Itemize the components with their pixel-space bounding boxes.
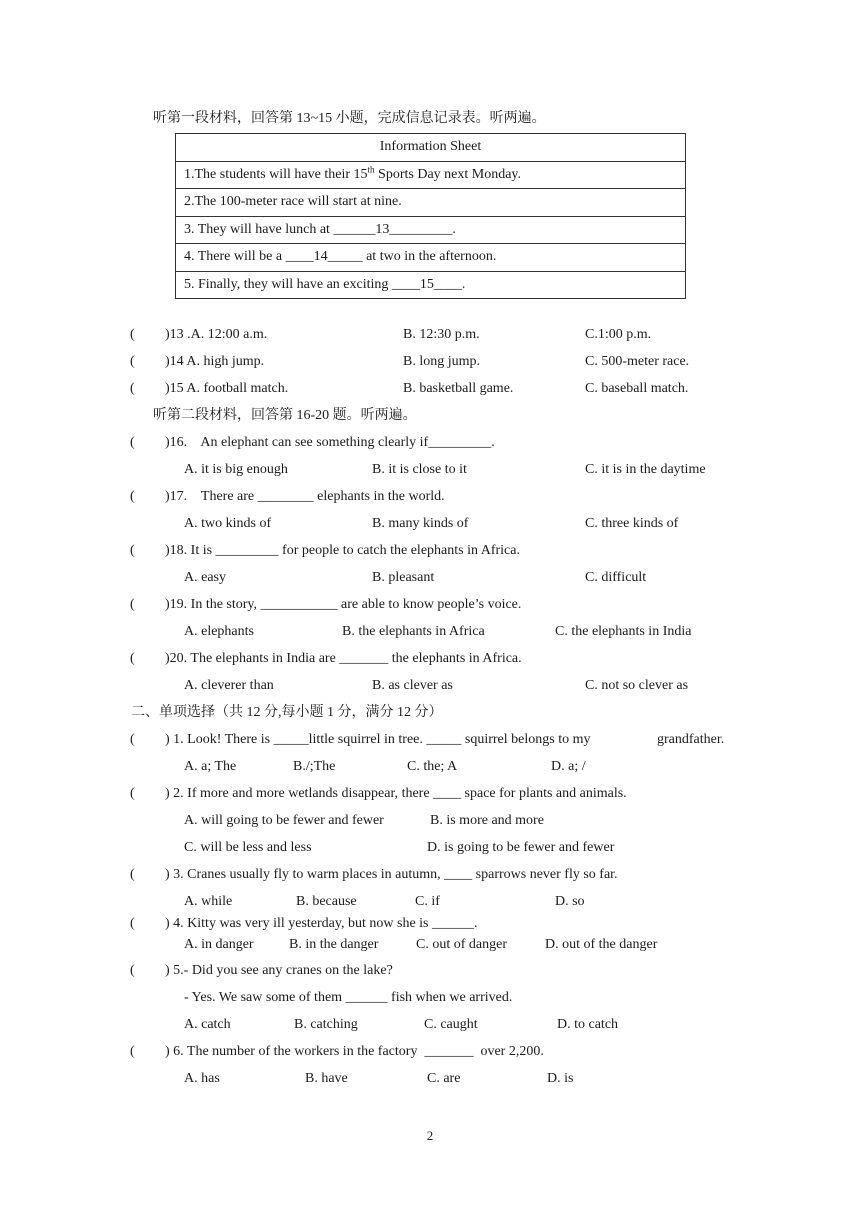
- answer-paren: (: [130, 867, 135, 882]
- q15-option-c: C. baseball match.: [585, 381, 689, 396]
- s6-stem: ) 6. The number of the workers in the factory _______ over 2,200.: [165, 1044, 544, 1059]
- answer-paren: (: [130, 1044, 135, 1059]
- s6-option-c: C. are: [427, 1071, 461, 1086]
- s1-stem: ) 1. Look! There is _____little squirrel in tree. _____ squirrel belongs to my: [165, 732, 591, 747]
- answer-paren: (: [130, 435, 135, 450]
- q14-stem: )14 A. high jump.: [165, 354, 265, 369]
- information-sheet-row-4: 4. There will be a ____14_____ at two in the afternoon.: [176, 244, 686, 272]
- answer-paren: (: [130, 786, 135, 801]
- information-sheet-row-2: 2.The 100-meter race will start at nine.: [176, 189, 686, 217]
- q13-option-c: C.1:00 p.m.: [585, 327, 652, 342]
- q19-option-b: B. the elephants in Africa: [342, 624, 485, 639]
- listening-part2-instruction: 听第二段材料，回答第 16-20 题。听两遍。: [153, 408, 417, 423]
- q20-option-a: A. cleverer than: [184, 678, 274, 693]
- listening-part1-instruction: 听第一段材料，回答第 13~15 小题，完成信息记录表。听两遍。: [153, 111, 546, 126]
- information-sheet-table: [175, 133, 686, 299]
- answer-paren: (: [130, 381, 135, 396]
- answer-paren: (: [130, 651, 135, 666]
- q15-stem: )15 A. football match.: [165, 381, 289, 396]
- q14-option-c: C. 500-meter race.: [585, 354, 690, 369]
- q13-stem: )13 .A. 12:00 a.m.: [165, 327, 268, 342]
- answer-paren: (: [130, 963, 135, 978]
- information-sheet-title: Information Sheet: [176, 134, 686, 162]
- q20-option-c: C. not so clever as: [585, 678, 689, 693]
- s5-stem: ) 5.- Did you see any cranes on the lake?: [165, 963, 393, 978]
- s1-option-a: A. a; The: [184, 759, 237, 774]
- answer-paren: (: [130, 327, 135, 342]
- s6-option-b: B. have: [305, 1071, 348, 1086]
- q19-option-a: A. elephants: [184, 624, 254, 639]
- q16-option-a: A. it is big enough: [184, 462, 288, 477]
- s2-option-c: C. will be less and less: [184, 840, 312, 855]
- q20-stem: )20. The elephants in India are _______ the elephants in Africa.: [165, 651, 522, 666]
- q18-stem: )18. It is _________ for people to catch the elephants in Africa.: [165, 543, 520, 558]
- q18-option-a: A. easy: [184, 570, 226, 585]
- q16-option-b: B. it is close to it: [372, 462, 467, 477]
- s4-option-a: A. in danger: [184, 937, 254, 952]
- q18-option-b: B. pleasant: [372, 570, 435, 585]
- s2-option-b: B. is more and more: [430, 813, 544, 828]
- q17-option-a: A. two kinds of: [184, 516, 272, 531]
- s3-option-d: D. so: [555, 894, 585, 909]
- s6-option-d: D. is: [547, 1071, 574, 1086]
- q16-stem: )16. An elephant can see something clearly if_________.: [165, 435, 495, 450]
- information-sheet-row-3: 3. They will have lunch at ______13_________.: [176, 216, 686, 244]
- s3-option-a: A. while: [184, 894, 233, 909]
- q17-option-c: C. three kinds of: [585, 516, 679, 531]
- answer-paren: (: [130, 489, 135, 504]
- s2-option-d: D. is going to be fewer and fewer: [427, 840, 615, 855]
- s1-option-c: C. the; A: [407, 759, 458, 774]
- s5-option-b: B. catching: [294, 1017, 358, 1032]
- row1-text-a: 1.The students will have their 15: [184, 166, 368, 182]
- s4-option-c: C. out of danger: [416, 937, 507, 952]
- s5-option-d: D. to catch: [557, 1017, 619, 1032]
- q16-option-c: C. it is in the daytime: [585, 462, 706, 477]
- q15-option-b: B. basketball game.: [403, 381, 514, 396]
- answer-paren: (: [130, 543, 135, 558]
- s3-stem: ) 3. Cranes usually fly to warm places in autumn, ____ sparrows never fly so far.: [165, 867, 618, 882]
- q18-option-c: C. difficult: [585, 570, 647, 585]
- q14-option-b: B. long jump.: [403, 354, 481, 369]
- s1-option-d: D. a; /: [551, 759, 586, 774]
- q20-option-b: B. as clever as: [372, 678, 453, 693]
- s3-option-b: B. because: [296, 894, 357, 909]
- s1-stem-tail: grandfather.: [657, 732, 725, 747]
- s2-option-a: A. will going to be fewer and fewer: [184, 813, 384, 828]
- q13-option-b: B. 12:30 p.m.: [403, 327, 480, 342]
- s4-option-b: B. in the danger: [289, 937, 379, 952]
- s4-option-d: D. out of the danger: [545, 937, 658, 952]
- q19-stem: )19. In the story, ___________ are able to know people’s voice.: [165, 597, 522, 612]
- s5-option-c: C. caught: [424, 1017, 478, 1032]
- answer-paren: (: [130, 916, 135, 931]
- s5-option-a: A. catch: [184, 1017, 231, 1032]
- information-sheet-row-1: [176, 161, 686, 189]
- s2-stem: ) 2. If more and more wetlands disappear, there ____ space for plants and animals.: [165, 786, 627, 801]
- answer-paren: (: [130, 354, 135, 369]
- s4-stem: ) 4. Kitty was very ill yesterday, but now she is ______.: [165, 916, 478, 931]
- row1-sup: th: [367, 164, 375, 175]
- q19-option-c: C. the elephants in India: [555, 624, 692, 639]
- s5-stem-line-2: - Yes. We saw some of them ______ fish when we arrived.: [184, 990, 513, 1005]
- s6-option-a: A. has: [184, 1071, 220, 1086]
- s3-option-c: C. if: [415, 894, 440, 909]
- section-2-heading: 二、单项选择（共 12 分,每小题 1 分，满分 12 分）: [131, 705, 443, 720]
- page-number: 2: [426, 1128, 434, 1143]
- s1-option-b: B./;The: [293, 759, 336, 774]
- information-sheet-row-5: 5. Finally, they will have an exciting ____15____.: [176, 271, 686, 299]
- answer-paren: (: [130, 597, 135, 612]
- q17-option-b: B. many kinds of: [372, 516, 469, 531]
- q17-stem: )17. There are ________ elephants in the world.: [165, 489, 445, 504]
- row1-text-b: Sports Day next Monday.: [374, 166, 522, 182]
- answer-paren: (: [130, 732, 135, 747]
